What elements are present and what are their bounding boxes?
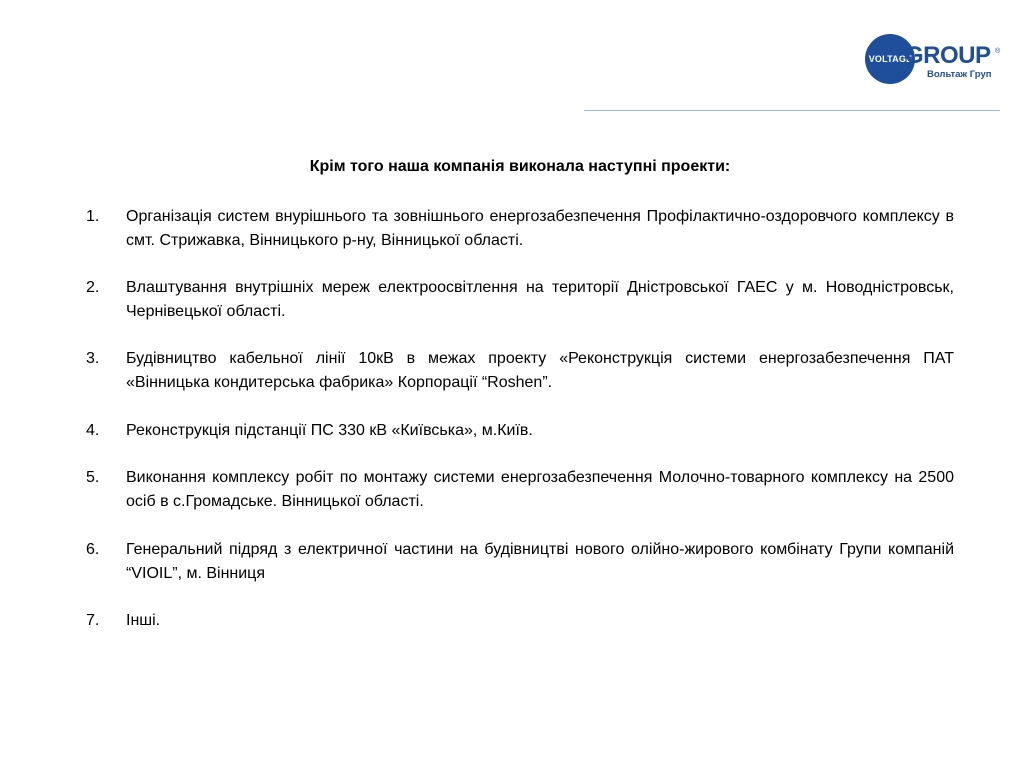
list-item-text: Організація систем внурішнього та зовнішнього енергозабезпечення Профілактично-оздоровчого комплексу в смт. Стрижавка, Вінницького р-ну, Вінницької області. — [126, 208, 954, 249]
logo-circle-text: VOLTAGE — [868, 54, 913, 64]
list-item-text: Влаштування внутрішніх мереж електроосвітлення на території Дністровської ГАЕС у м. Новодністровськ, Чернівецької області. — [126, 279, 954, 320]
list-item-number: 5. — [86, 469, 100, 486]
logo-word: GROUP — [905, 42, 991, 69]
list-item-number: 4. — [86, 422, 100, 439]
list-item-number: 1. — [86, 208, 100, 225]
logo-registered-mark: ® — [995, 48, 1001, 55]
list-item-text: Інші. — [126, 612, 161, 629]
list-item-number: 6. — [86, 541, 100, 558]
list-item-text: Реконструкція підстанції ПС 330 кВ «Київська», м.Київ. — [126, 422, 533, 439]
header-divider — [584, 110, 1000, 111]
logo-subtitle: Вольтаж Груп — [927, 69, 992, 80]
list-item-number: 7. — [86, 612, 100, 629]
list-item-number: 2. — [86, 279, 100, 296]
list-item-text: Генеральний підряд з електричної частини на будівництві нового олійно-жирового комбінату Групи компаній “VIOIL”, м. Вінниця — [126, 541, 954, 582]
list-item-text: Виконання комплексу робіт по монтажу системи енергозабезпечення Молочно-товарного комплексу на 2500 осіб в с.Громадське. Вінницької області. — [126, 469, 954, 510]
list-item-number: 3. — [86, 350, 100, 367]
list-item-text: Будівництво кабельної лінії 10кВ в межах проекту «Реконструкція системи енергозабезпечення ПАТ «Вінницька кондитерська фабрика» Корпорації “Roshen”. — [126, 350, 954, 391]
page-heading: Крім того наша компанія виконала наступні проекти: — [309, 158, 731, 175]
company-logo — [865, 34, 1005, 84]
